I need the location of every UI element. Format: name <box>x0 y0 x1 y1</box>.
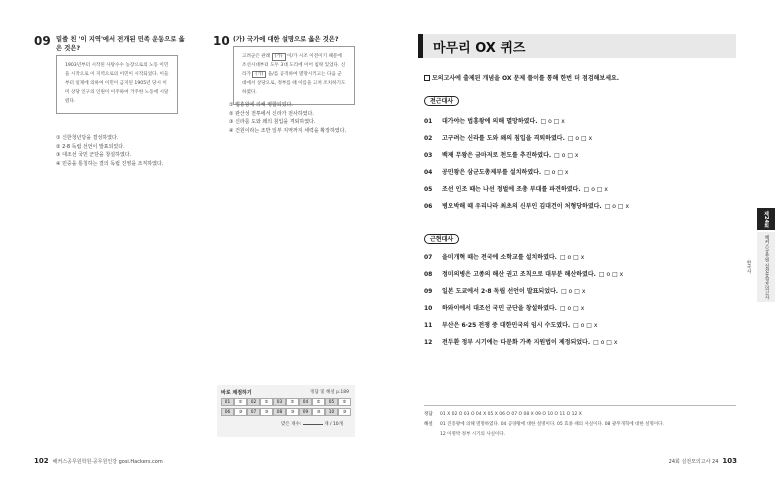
ox-quiz-banner <box>418 34 736 58</box>
answer-check-grid <box>221 398 351 418</box>
left-footer-text: 해커스공무원학원·공무원인강 gosi.Hackers.com <box>52 459 163 465</box>
ox-item <box>424 303 584 312</box>
ox-item <box>424 150 578 159</box>
question-10-number: 10 <box>213 34 230 48</box>
ox-item-number: 04 <box>424 169 433 176</box>
ox-item-text: 정미의병은 고종의 해산 권고 조칙으로 대부분 해산하였다. <box>442 271 596 278</box>
ox-item-text: 조선 인조 때는 나선 정벌에 조총 부대를 파견하였다. <box>442 186 581 193</box>
answer-cell: ② <box>286 398 299 406</box>
ox-item <box>424 184 608 193</box>
question-10-choice-2[interactable]: ② 관산성 전투에서 신라가 전사하였다. <box>229 110 314 117</box>
ox-item-number: 07 <box>424 254 433 261</box>
answers-divider <box>424 405 736 406</box>
answer-cell: 02 <box>247 398 260 406</box>
answer-cell: 08 <box>273 408 286 416</box>
ox-item <box>424 286 585 295</box>
ox-quiz-intro <box>424 73 619 82</box>
ox-item-checkboxes[interactable]: □ o □ x <box>593 339 618 346</box>
ox-item-text: 대가야는 법흥왕에 의해 멸망하였다. <box>442 118 538 125</box>
section-label-premodern: 전근대사 <box>424 96 459 106</box>
ox-item-text: 공민왕은 삼군도총제부를 설치하였다. <box>442 169 542 176</box>
answer-cell: 03 <box>273 398 286 406</box>
question-09-text: 밑줄 친 '이 지역'에서 전개된 민족 운동으로 옳은 것은? <box>56 36 185 53</box>
question-10-blank-2: (가) <box>252 71 266 79</box>
answer-cell: ③ <box>234 408 247 416</box>
answers-row <box>424 411 582 417</box>
side-chapter-tab <box>746 208 775 302</box>
left-page-number: 102 <box>34 457 49 465</box>
answer-cell: 09 <box>299 408 312 416</box>
question-09-choice-1[interactable]: ① 신한청년당을 결성하였다. <box>56 135 119 141</box>
explain-label: 해설 <box>424 422 433 427</box>
ox-quiz-intro-text: 모의고사에 출제된 개념을 OX 문제 풀이를 통해 한번 더 점검해보세요. <box>432 75 620 82</box>
ox-item-number: 08 <box>424 271 433 278</box>
question-09-choice-3[interactable]: ③ 대조선 국민 군단을 창설하였다. <box>56 152 132 158</box>
ox-item-number: 10 <box>424 305 433 312</box>
explain-text-1: 01 진흥왕에 의해 멸망하였다. 04 공양왕에 대한 설명이다. 05 효종 때의 사실이다. 08 광무개혁에 대한 설명이다. <box>440 422 664 427</box>
right-page-number: 103 <box>722 457 737 465</box>
answer-cell: ③ <box>286 408 299 416</box>
ox-item-number: 12 <box>424 339 433 346</box>
right-footer <box>669 457 737 465</box>
question-09-number: 09 <box>34 34 51 48</box>
question-10-passage-part-3: 을/를 공격하여 멸망시키고는 다음 군대에서 상당으로, 정부를 때 이름을 고쳐 조치하기도 하였다. <box>242 71 346 95</box>
answer-cell: 04 <box>299 398 312 406</box>
ox-item <box>424 320 597 329</box>
ox-item-text: 고구려는 신라를 도와 왜의 침입을 격퇴하였다. <box>442 135 565 142</box>
answer-cell: 07 <box>247 408 260 416</box>
ox-item-checkboxes[interactable]: □ o □ x <box>540 118 565 125</box>
score-label: 맞은 개수: <box>281 422 302 427</box>
right-footer-text: 24회 실전모의고사 24 <box>668 459 719 465</box>
ox-item <box>424 167 568 176</box>
answer-cell: ② <box>234 398 247 406</box>
question-10-passage <box>233 46 355 105</box>
answer-cell: 05 <box>325 398 338 406</box>
ox-item-text: 백제 무왕은 금마저로 천도를 추진하였다. <box>442 152 552 159</box>
side-tab-title: 해커스공무원 실전동형모의고사 한국사 <box>757 232 775 302</box>
ox-item-checkboxes[interactable]: □ o □ x <box>573 322 598 329</box>
score-input-line[interactable] <box>303 424 323 425</box>
ox-item-number: 01 <box>424 118 433 125</box>
answer-cell: 10 <box>325 408 338 416</box>
question-10-choice-3[interactable]: ③ 신라를 도와 왜의 침입을 격퇴하였다. <box>229 119 316 125</box>
ox-item-checkboxes[interactable]: □ o □ x <box>561 288 586 295</box>
answers-text: 01 X 02 O 03 O 04 X 05 X 06 O 07 O 08 X 09 O 10 O 11 O 12 X <box>440 412 582 417</box>
ox-item <box>424 337 617 346</box>
ox-item-number: 09 <box>424 288 433 295</box>
question-10-passage-part-2: 이/가 시조 이전이기 때문에 조선시대부터 도두 3대 도리에 이어 침략 있었다. 신라가 <box>242 54 346 77</box>
left-footer <box>34 457 163 465</box>
side-tab-round: 제24회 <box>757 208 775 230</box>
ox-item <box>424 133 592 142</box>
answer-check-score <box>281 421 343 427</box>
ox-item-checkboxes[interactable]: □ o □ x <box>559 305 585 312</box>
ox-item-number: 05 <box>424 186 433 193</box>
ox-item-text: 병오박해 때 우리나라 최초의 신부인 김대건이 처형당하였다. <box>442 203 602 210</box>
score-suffix: 개 / 10개 <box>324 422 344 427</box>
checkbox-icon <box>424 75 430 81</box>
answer-cell: ③ <box>338 408 351 416</box>
ox-quiz-title: 마무리 OX 퀴즈 <box>433 41 526 56</box>
ox-item-text: 하와이에서 대조선 국민 군단을 창설하였다. <box>442 305 557 312</box>
ox-item-number: 03 <box>424 152 433 159</box>
ox-item-number: 11 <box>424 322 433 329</box>
question-09-choices <box>56 134 186 168</box>
answer-check-ref: 정답 및 해설 p.189 <box>310 390 349 395</box>
answer-cell: ② <box>338 398 351 406</box>
ox-item-checkboxes[interactable]: □ o □ x <box>567 135 593 142</box>
question-10-choice-4[interactable]: ④ 건원이라는 조반 일부 지역까지 세력을 확장하였다. <box>229 127 347 134</box>
ox-item <box>424 252 584 261</box>
explain-row <box>424 421 664 427</box>
ox-item <box>424 269 623 278</box>
question-10-blank-1: (가) <box>272 53 286 61</box>
question-10-text: (가) 국가에 대한 설명으로 옳은 것은? <box>233 36 339 43</box>
answer-cell: 01 <box>221 398 234 406</box>
answers-label: 정답 <box>424 412 433 417</box>
ox-item-checkboxes[interactable]: □ o □ x <box>604 203 629 210</box>
answer-cell: ② <box>312 398 325 406</box>
question-09-choice-4[interactable]: ④ 민중을 통칭하는 결의 독립 진영을 조직하였다. <box>56 160 164 167</box>
ox-item-number: 06 <box>424 203 433 210</box>
ox-item-checkboxes[interactable]: □ o □ x <box>559 254 585 261</box>
ox-item-text: 전두환 정부 시기에는 다문화 가족 지원법이 제정되었다. <box>442 339 591 346</box>
question-09-passage: 1903년부터 시작된 사탕수수 농장으로의 노동 이민을 시작으로 이 지역으로의 이민이 시작되었다. 이들부터 일제에 의하여 이민이 금지된 1905년 당시 이미 상당 인구의 인원이 이주하여 거주한 노동에 시달렸다. <box>56 55 178 114</box>
ox-item-checkboxes[interactable]: □ o □ x <box>544 169 569 176</box>
ox-item-text: 일본 도쿄에서 2·8 독립 선언이 발표되었다. <box>442 288 559 295</box>
question-09-choice-2[interactable]: ② 2·8 독립 선언이 발표되었다. <box>56 143 125 150</box>
ox-item-checkboxes[interactable]: □ o □ x <box>554 152 579 159</box>
answer-check-box <box>217 385 355 437</box>
ox-item-text: 을미개혁 때는 전국에 소학교를 설치하였다. <box>442 254 557 261</box>
section-label-modern: 근현대사 <box>424 234 459 244</box>
question-10-passage-part-1: 고려군은 관례 <box>242 54 272 59</box>
ox-item <box>424 116 565 125</box>
answer-check-title: 바로 채점하기 <box>221 390 252 396</box>
answer-cell: ② <box>260 398 273 406</box>
explain-row-2: 12 이명박 정부 시기의 사실이다. <box>440 432 506 437</box>
question-10-choices <box>229 101 363 135</box>
ox-item-number: 02 <box>424 135 433 142</box>
answer-cell: 06 <box>221 408 234 416</box>
ox-item-checkboxes[interactable]: □ o □ x <box>598 271 624 278</box>
answer-cell: ③ <box>260 408 273 416</box>
answer-cell: ③ <box>312 408 325 416</box>
ox-item-checkboxes[interactable]: □ o □ x <box>583 186 608 193</box>
question-10-choice-1[interactable]: ① 법흥왕에 의해 병합되었다. <box>229 102 293 108</box>
ox-item-text: 부산은 6·25 전쟁 중 대한민국의 임시 수도였다. <box>442 322 571 329</box>
ox-item <box>424 201 629 210</box>
